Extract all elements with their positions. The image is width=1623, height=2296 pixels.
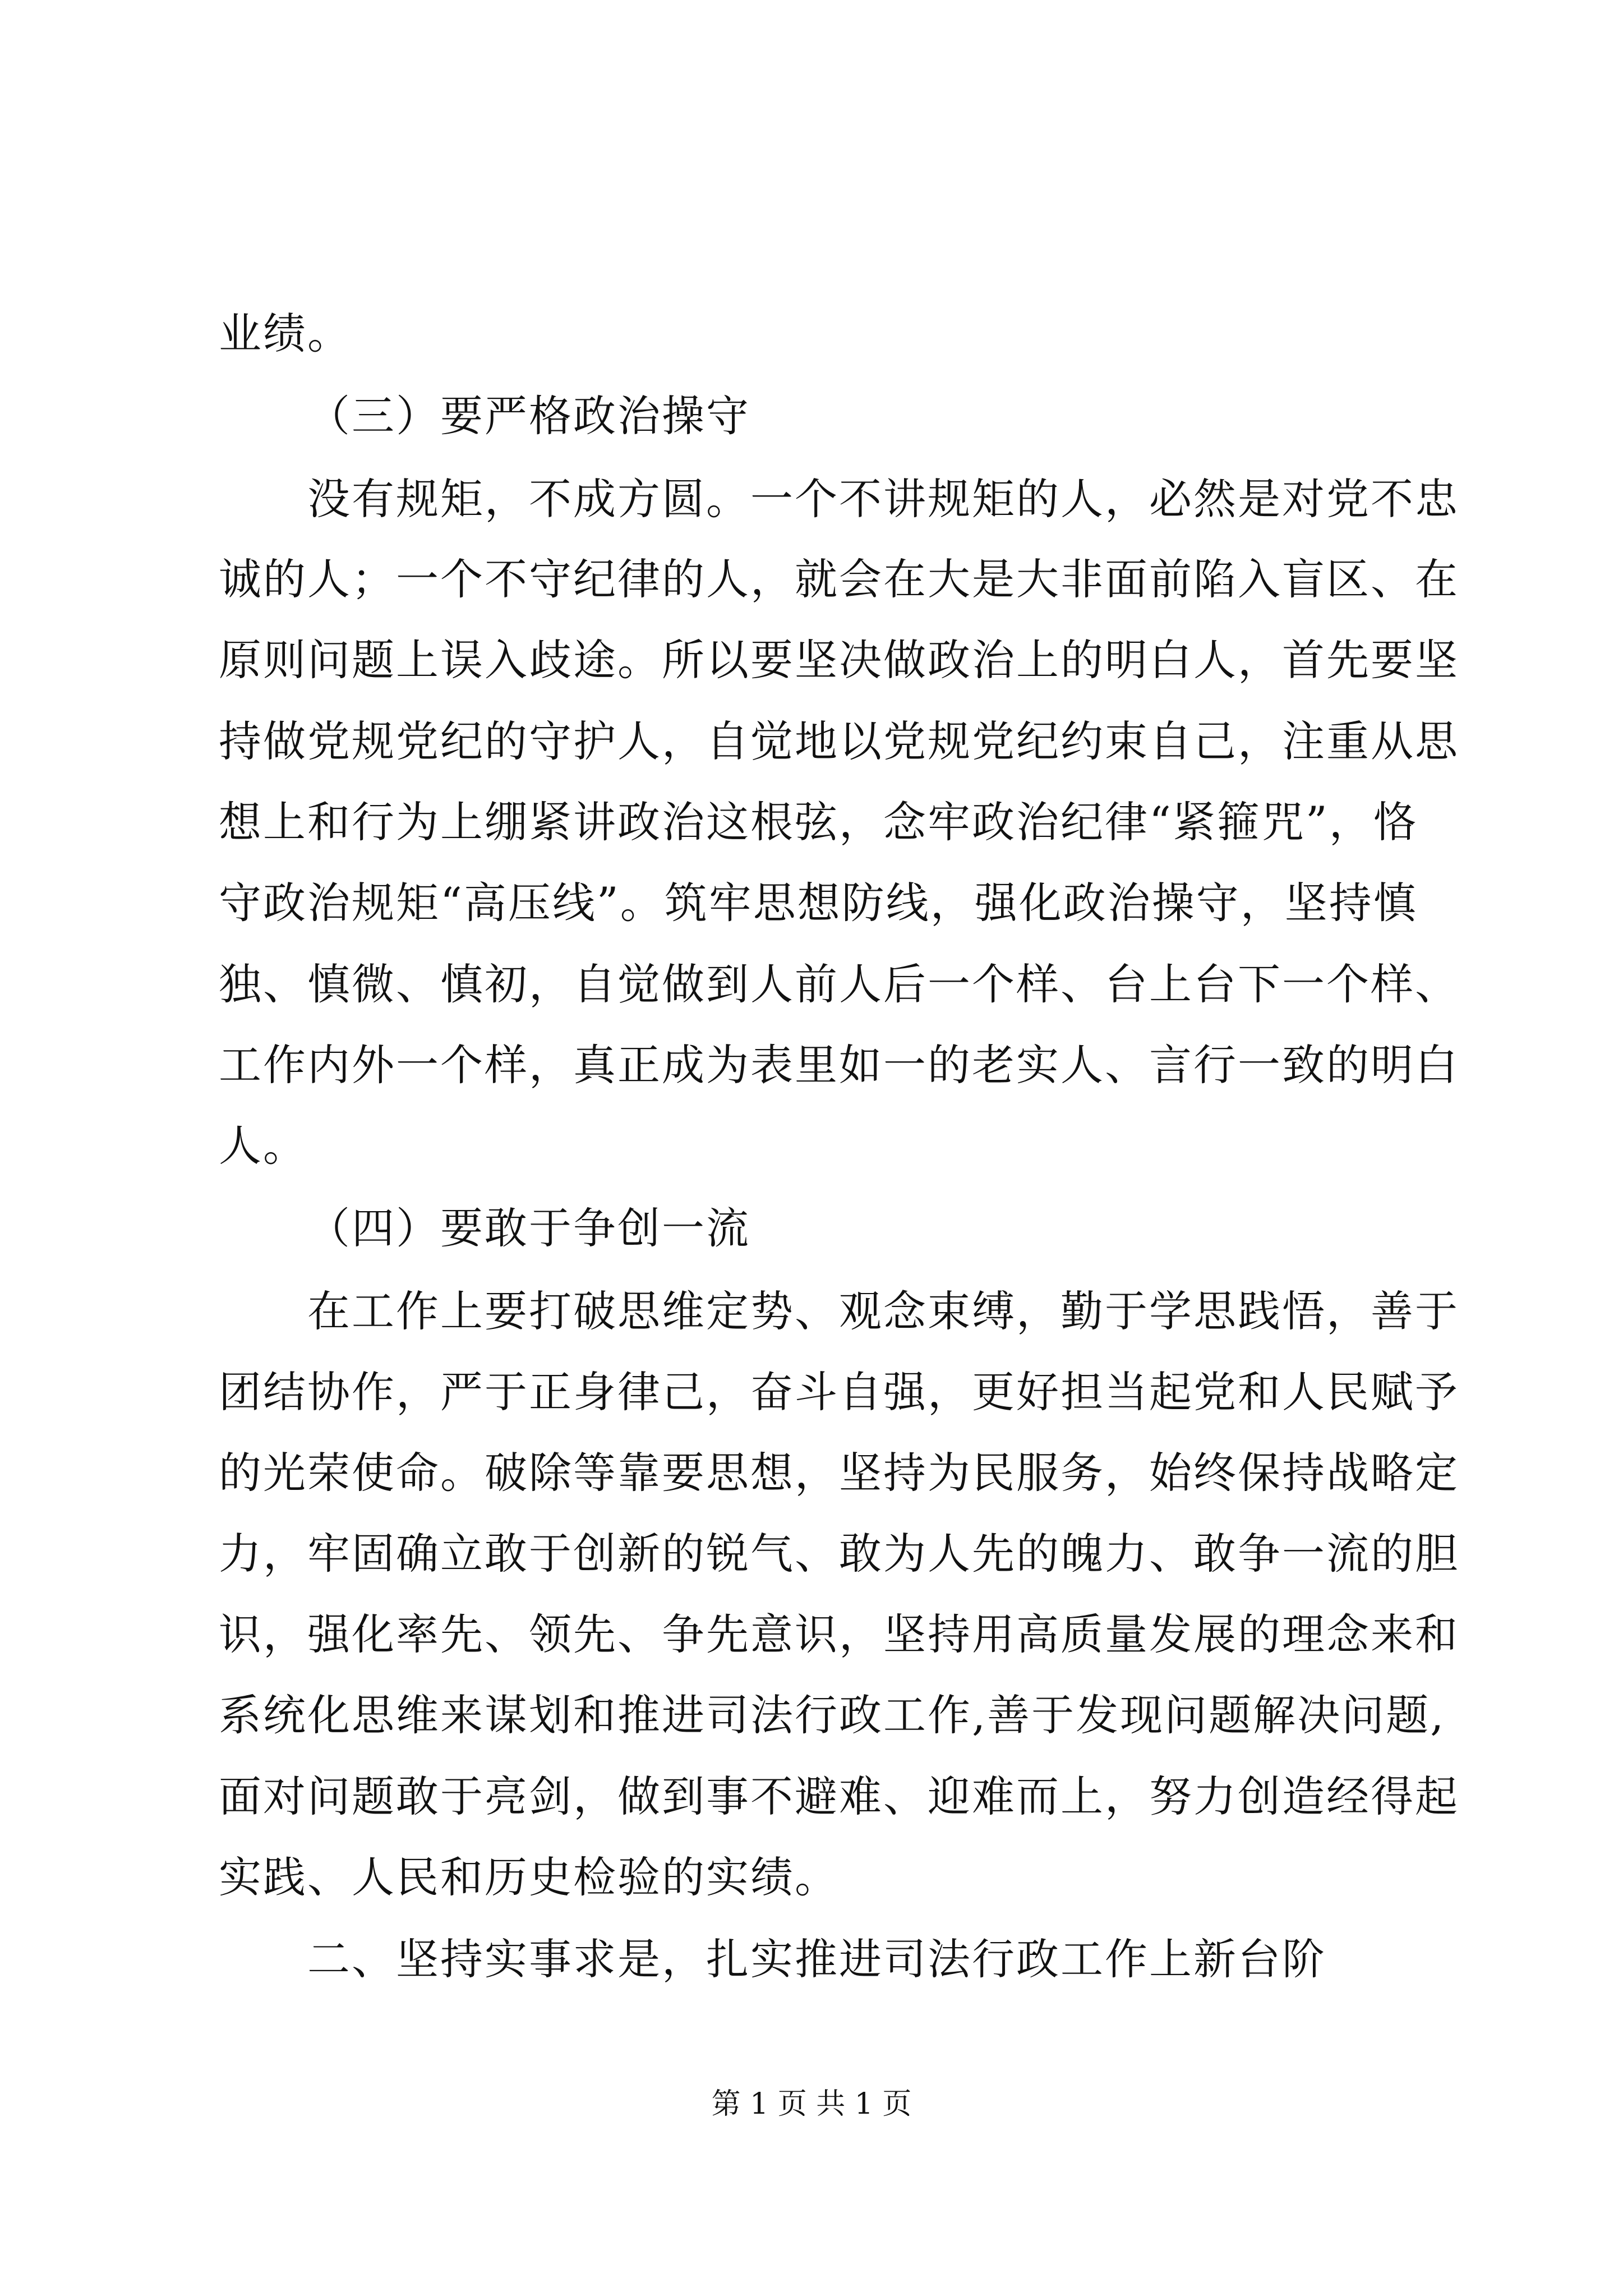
section-heading: 二、坚持实事求是，扎实推进司法行政工作上新台阶 [307,1934,1326,1984]
section-heading: （四）要敢于争创一流 [307,1203,750,1253]
page-number-footer: 第 1 页 共 1 页 [711,2087,912,2121]
text-line: 实践、人民和历史检验的实绩。 [219,1852,839,1902]
text-line: 面对问题敢于亮剑，做到事不避难、迎难而上，努力创造经得起 [219,1772,1459,1821]
text-line: 工作内外一个样，真正成为表里如一的老实人、言行一致的明白 [219,1040,1459,1090]
section-heading: （三）要严格政治操守 [307,391,750,441]
text-line: 持做党规党纪的守护人，自觉地以党规党纪约束自己，注重从思 [219,716,1459,766]
text-line: 守政治规矩“高压线”。筑牢思想防线，强化政治操守，坚持慎 [219,878,1418,928]
text-line: 诚的人；一个不守纪律的人，就会在大是大非面前陷入盲区、在 [219,554,1459,604]
text-line: 独、慎微、慎初，自觉做到人前人后一个样、台上台下一个样、 [219,959,1459,1009]
text-line: 想上和行为上绷紧讲政治这根弦，念牢政治纪律“紧箍咒”，恪 [219,797,1418,847]
text-line: 没有规矩，不成方圆。一个不讲规矩的人，必然是对党不忠 [307,474,1459,524]
text-line: 原则问题上误入歧途。所以要坚决做政治上的明白人，首先要坚 [219,635,1459,685]
text-line: 的光荣使命。破除等靠要思想，坚持为民服务，始终保持战略定 [219,1448,1459,1498]
text-line: 业绩。 [219,309,352,358]
text-line: 系统化思维来谋划和推进司法行政工作,善于发现问题解决问题, [219,1690,1446,1740]
text-line: 力，牢固确立敢于创新的锐气、敢为人先的魄力、敢争一流的胆 [219,1529,1459,1579]
text-line: 团结协作，严于正身律己，奋斗自强，更好担当起党和人民赋予 [219,1367,1459,1417]
text-line: 在工作上要打破思维定势、观念束缚，勤于学思践悟，善于 [307,1286,1459,1336]
text-line: 人。 [219,1121,307,1171]
text-line: 识，强化率先、领先、争先意识，坚持用高质量发展的理念来和 [219,1609,1459,1659]
